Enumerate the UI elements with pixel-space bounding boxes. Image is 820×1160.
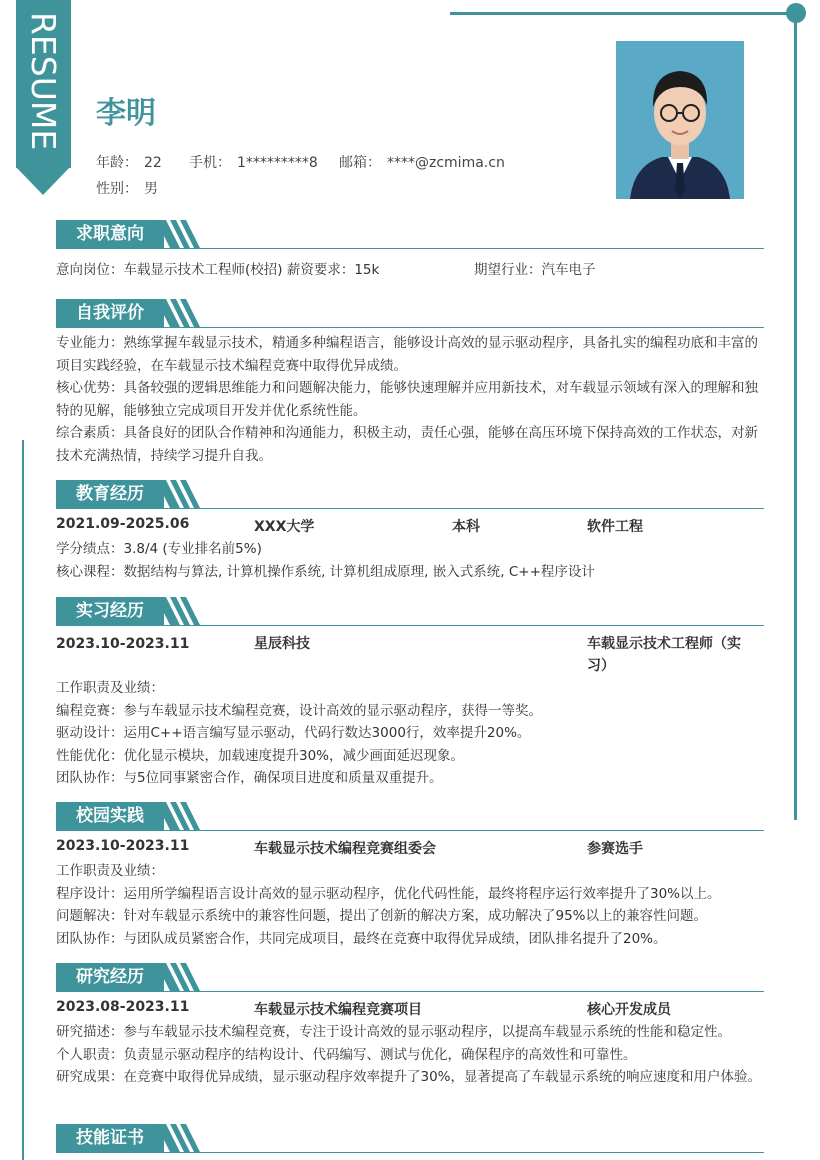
section-rule <box>56 248 764 249</box>
edu-school: XXX大学 <box>254 519 315 535</box>
research-item: 研究成果：在竞赛中取得优异成绩，显示驱动程序效率提升了30%，显著提高了车载显示系统的响应速度和用户体验。 <box>56 1069 762 1085</box>
edu-gpa: 学分绩点：3.8/4 (专业排名前5%) <box>56 541 262 557</box>
edu-date: 2021.09-2025.06 <box>56 516 190 532</box>
resume-ribbon-tip <box>16 167 70 195</box>
section-header-research <box>56 963 764 995</box>
campus-role: 参赛选手 <box>587 841 643 857</box>
campus-item: 团队协作：与团队成员紧密合作，共同完成项目，最终在竞赛中取得优异成绩，团队排名提升了20%。 <box>56 930 667 947</box>
campus-heading: 工作职责及业绩： <box>56 863 164 879</box>
edu-details <box>56 538 766 583</box>
section-title: 研究经历 <box>76 967 144 987</box>
gender-value: 男 <box>144 181 158 197</box>
section-header-self <box>56 299 764 331</box>
phone-value: 1*********8 <box>237 155 318 171</box>
intern-item: 团队协作：与5位同事紧密合作，确保项目进度和质量双重提升。 <box>56 770 443 786</box>
job-industry: 期望行业：汽车电子 <box>474 262 596 278</box>
profile-photo-illustration <box>616 41 744 199</box>
job-position: 意向岗位：车载显示技术工程师(校招) 薪资要求：15k <box>56 262 380 278</box>
section-title: 校园实践 <box>76 806 144 826</box>
campus-date: 2023.10-2023.11 <box>56 838 190 854</box>
self-eval-list <box>56 332 766 467</box>
section-header-campus <box>56 802 764 834</box>
right-decor-line <box>794 12 797 820</box>
resume-ribbon-text: RESUME <box>24 12 63 151</box>
intern-item: 性能优化：优化显示模块，加载速度提升30%，减少画面延迟现象。 <box>56 747 465 764</box>
age-field <box>96 152 162 172</box>
profile-photo <box>616 41 744 199</box>
intern-item: 编程竞赛：参与车载显示技术编程竞赛，设计高效的显示驱动程序，获得一等奖。 <box>56 702 542 719</box>
intern-item: 驱动设计：运用C++语言编写显示驱动，代码行数达3000行，效率提升20%。 <box>56 725 531 741</box>
section-rule <box>56 625 764 626</box>
intern-details <box>56 677 766 790</box>
campus-details <box>56 860 766 950</box>
intern-role-line2: 习） <box>587 658 615 674</box>
intern-company: 星辰科技 <box>254 636 310 652</box>
candidate-name: 李明 <box>96 96 156 131</box>
section-rule <box>56 830 764 831</box>
research-date: 2023.08-2023.11 <box>56 999 190 1015</box>
self-eval-item: 专业能力：熟练掌握车载显示技术，精通多种编程语言，能够设计高效的显示驱动程序，具备扎实的编程功底和丰富的项目实践经验，在车载显示技术编程竞赛中取得优异成绩。 <box>56 335 758 374</box>
email-field <box>339 152 505 172</box>
section-rule <box>56 508 764 509</box>
self-eval-item: 综合素质：具备良好的团队合作精神和沟通能力，积极主动，责任心强，能够在高压环境下保持高效的工作状态，对新技术充满热情，持续学习提升自我。 <box>56 425 758 464</box>
section-header-edu <box>56 480 764 512</box>
age-value: 22 <box>144 155 162 171</box>
section-title: 求职意向 <box>76 224 144 244</box>
intern-role <box>587 633 741 677</box>
phone-field <box>189 152 318 172</box>
email-label: 邮箱： <box>339 155 381 171</box>
job-intent-line <box>56 259 766 282</box>
section-title: 教育经历 <box>76 484 144 504</box>
section-rule <box>56 991 764 992</box>
section-header-skills <box>56 1124 764 1156</box>
edu-courses: 核心课程：数据结构与算法, 计算机操作系统, 计算机组成原理, 嵌入式系统, C++程序设计 <box>56 563 595 580</box>
intern-heading: 工作职责及业绩： <box>56 680 164 696</box>
section-rule <box>56 327 764 328</box>
section-title: 自我评价 <box>76 303 144 323</box>
gender-label: 性别： <box>96 181 138 197</box>
campus-item: 问题解决：针对车载显示系统中的兼容性问题，提出了创新的解决方案，成功解决了95%以上的兼容性问题。 <box>56 908 708 924</box>
self-eval-item: 核心优势：具备较强的逻辑思维能力和问题解决能力，能够快速理解并应用新技术，对车载显示领域有深入的理解和独特的见解，能够独立完成项目开发并优化系统性能。 <box>56 380 758 419</box>
research-project: 车载显示技术编程竞赛项目 <box>254 1002 422 1018</box>
research-role: 核心开发成员 <box>587 1002 671 1018</box>
research-item: 个人职责：负责显示驱动程序的结构设计、代码编写、测试与优化，确保程序的高效性和可靠性。 <box>56 1046 637 1063</box>
intern-date: 2023.10-2023.11 <box>56 636 190 652</box>
section-header-intern <box>56 597 764 629</box>
edu-major: 软件工程 <box>587 519 643 535</box>
top-decor-line <box>450 12 800 15</box>
campus-org: 车载显示技术编程竞赛组委会 <box>254 841 436 857</box>
section-title: 技能证书 <box>76 1128 144 1148</box>
phone-label: 手机： <box>189 155 231 171</box>
gender-field <box>96 178 158 198</box>
campus-item: 程序设计：运用所学编程语言设计高效的显示驱动程序，优化代码性能，最终将程序运行效率提升了30%以上。 <box>56 885 721 902</box>
section-rule <box>56 1152 764 1153</box>
intern-role-line1: 车载显示技术工程师（实 <box>587 636 741 652</box>
research-item: 研究描述：参与车载显示技术编程竞赛，专注于设计高效的显示驱动程序，以提高车载显示系统的性能和稳定性。 <box>56 1024 731 1040</box>
edu-degree: 本科 <box>452 519 480 535</box>
section-title: 实习经历 <box>76 601 144 621</box>
research-details <box>56 1021 766 1089</box>
section-header-job <box>56 220 764 252</box>
email-value: ****@zcmima.cn <box>387 155 505 171</box>
age-label: 年龄： <box>96 155 138 171</box>
left-decor-line <box>22 440 24 1160</box>
